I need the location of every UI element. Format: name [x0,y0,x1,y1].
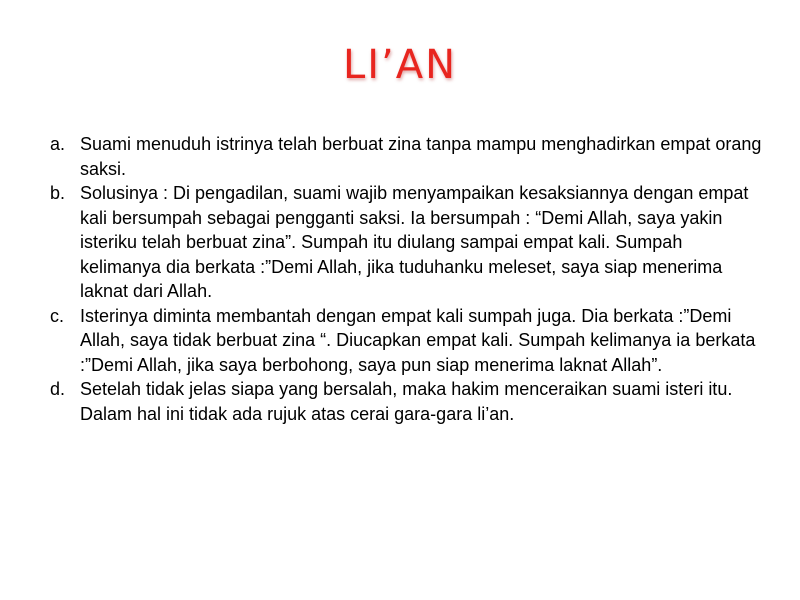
list-marker: a. [50,134,66,154]
slide-title: LI’AN [342,42,458,88]
list-item-text: Suami menuduh istrinya telah berbuat zina tanpa mampu menghadirkan empat orang saksi. [80,134,762,179]
list-marker: b. [50,183,66,203]
list-item-text: Isterinya diminta membantah dengan empat kali sumpah juga. Dia berkata :”Demi Allah, saya tidak berbuat zina “. Diucapkan empat kali. Sumpah kelimanya ia berkata :”Demi Allah, jika saya berbohong, saya pun siap menerima laknat Allah”. [80,305,756,375]
list-item-text: Solusinya : Di pengadilan, suami wajib menyampaikan kesaksiannya dengan empat kali bersumpah sebagai pengganti saksi. Ia bersumpah : “Demi Allah, saya yakin isteriku telah berbuat zina”. Sumpah itu diulang sampai empat kali. Sumpah kelimanya dia berkata :”Demi Allah, jika tuduhanku meleset, saya siap menerima laknat dari Allah. [80,183,749,301]
list-item-text: Setelah tidak jelas siapa yang bersalah, maka hakim menceraikan suami isteri itu. Dalam hal ini tidak ada rujuk atas cerai gara-gara li’an. [80,379,733,424]
list-marker: d. [50,379,66,399]
list-item-a [48,132,768,181]
content-list [48,132,768,426]
list-item-c [48,304,768,378]
list-marker: c. [50,305,65,326]
list-item-d [48,377,768,426]
list-item-b [48,181,768,304]
